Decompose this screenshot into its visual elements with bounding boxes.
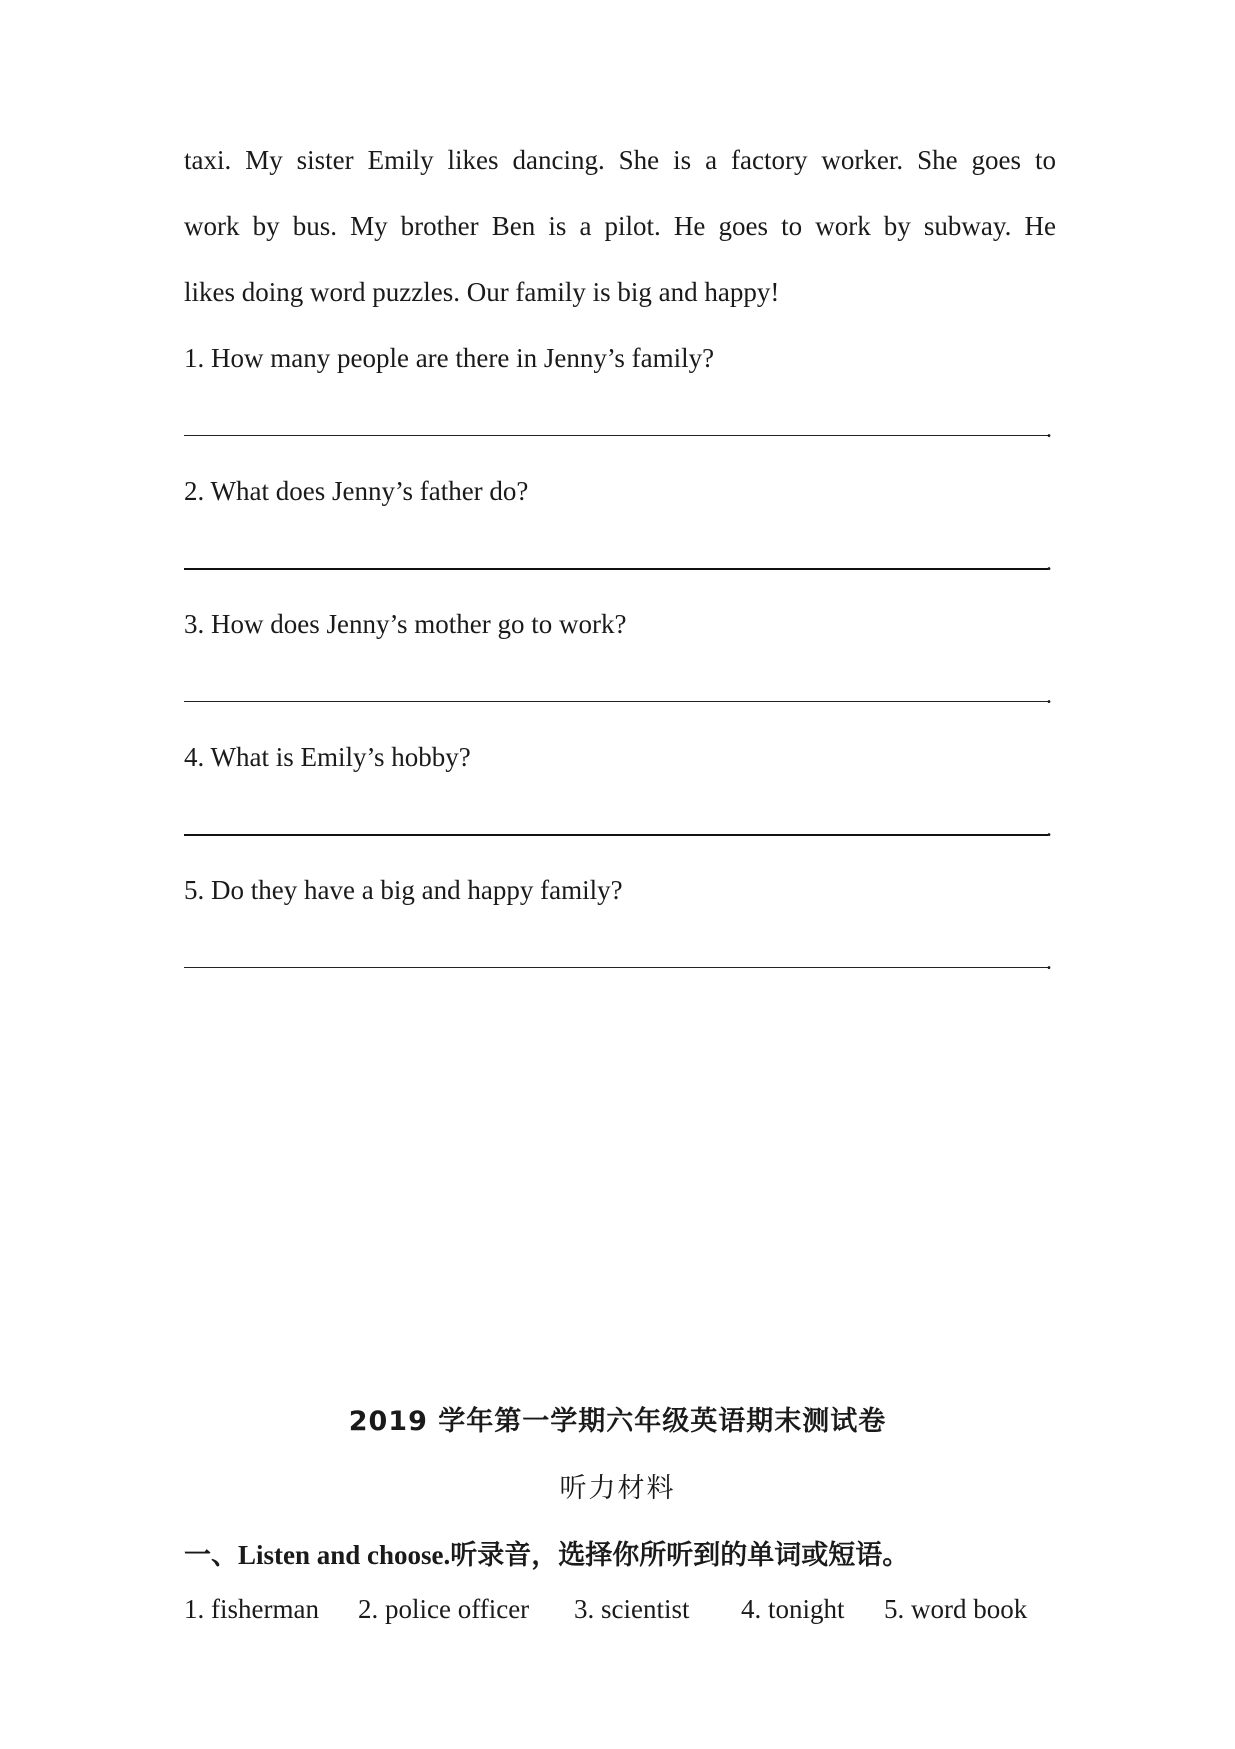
answer-line-1[interactable] (184, 435, 1048, 436)
word-item-4: 4. tonight (741, 1594, 845, 1624)
word-item-5: 5. word book (884, 1594, 1028, 1624)
answer-line-2[interactable] (184, 568, 1048, 570)
section-1-number: 一、 (184, 1540, 238, 1571)
question-5: 5. Do they have a big and happy family? (184, 875, 623, 905)
answer-end-mark-2: . (1046, 550, 1052, 576)
question-4: 4. What is Emily’s hobby? (184, 742, 471, 772)
answer-line-4[interactable] (184, 834, 1048, 836)
answer-end-mark-4: . (1046, 816, 1052, 842)
answer-end-mark-5: . (1046, 949, 1052, 975)
section-subtitle: 听力材料 (559, 1473, 676, 1504)
question-3: 3. How does Jenny’s mother go to work? (184, 609, 627, 639)
passage-line-2: work by bus. My brother Ben is a pilot. He goes to work by subway. He (184, 211, 1056, 241)
answer-end-mark-3: . (1046, 683, 1052, 709)
answer-line-5[interactable] (184, 967, 1048, 968)
section-1-heading-en: Listen and choose. (238, 1540, 451, 1570)
question-1: 1. How many people are there in Jenny’s family? (184, 343, 715, 373)
answer-line-3[interactable] (184, 701, 1048, 702)
exam-title: 2019 学年第一学期六年级英语期末测试卷 (348, 1406, 887, 1437)
word-item-2: 2. police officer (358, 1594, 530, 1624)
passage-line-1: taxi. My sister Emily likes dancing. She is a factory worker. She goes to (184, 145, 1056, 175)
answer-end-mark-1: . (1046, 417, 1052, 443)
section-1-heading-zh: 听录音，选择你所听到的单词或短语。 (450, 1540, 910, 1571)
word-item-3: 3. scientist (574, 1594, 690, 1624)
question-2: 2. What does Jenny’s father do? (184, 476, 529, 506)
word-item-1: 1. fisherman (184, 1594, 319, 1624)
passage-line-3: likes doing word puzzles. Our family is big and happy! (184, 277, 780, 307)
section-1-heading (184, 1538, 909, 1573)
